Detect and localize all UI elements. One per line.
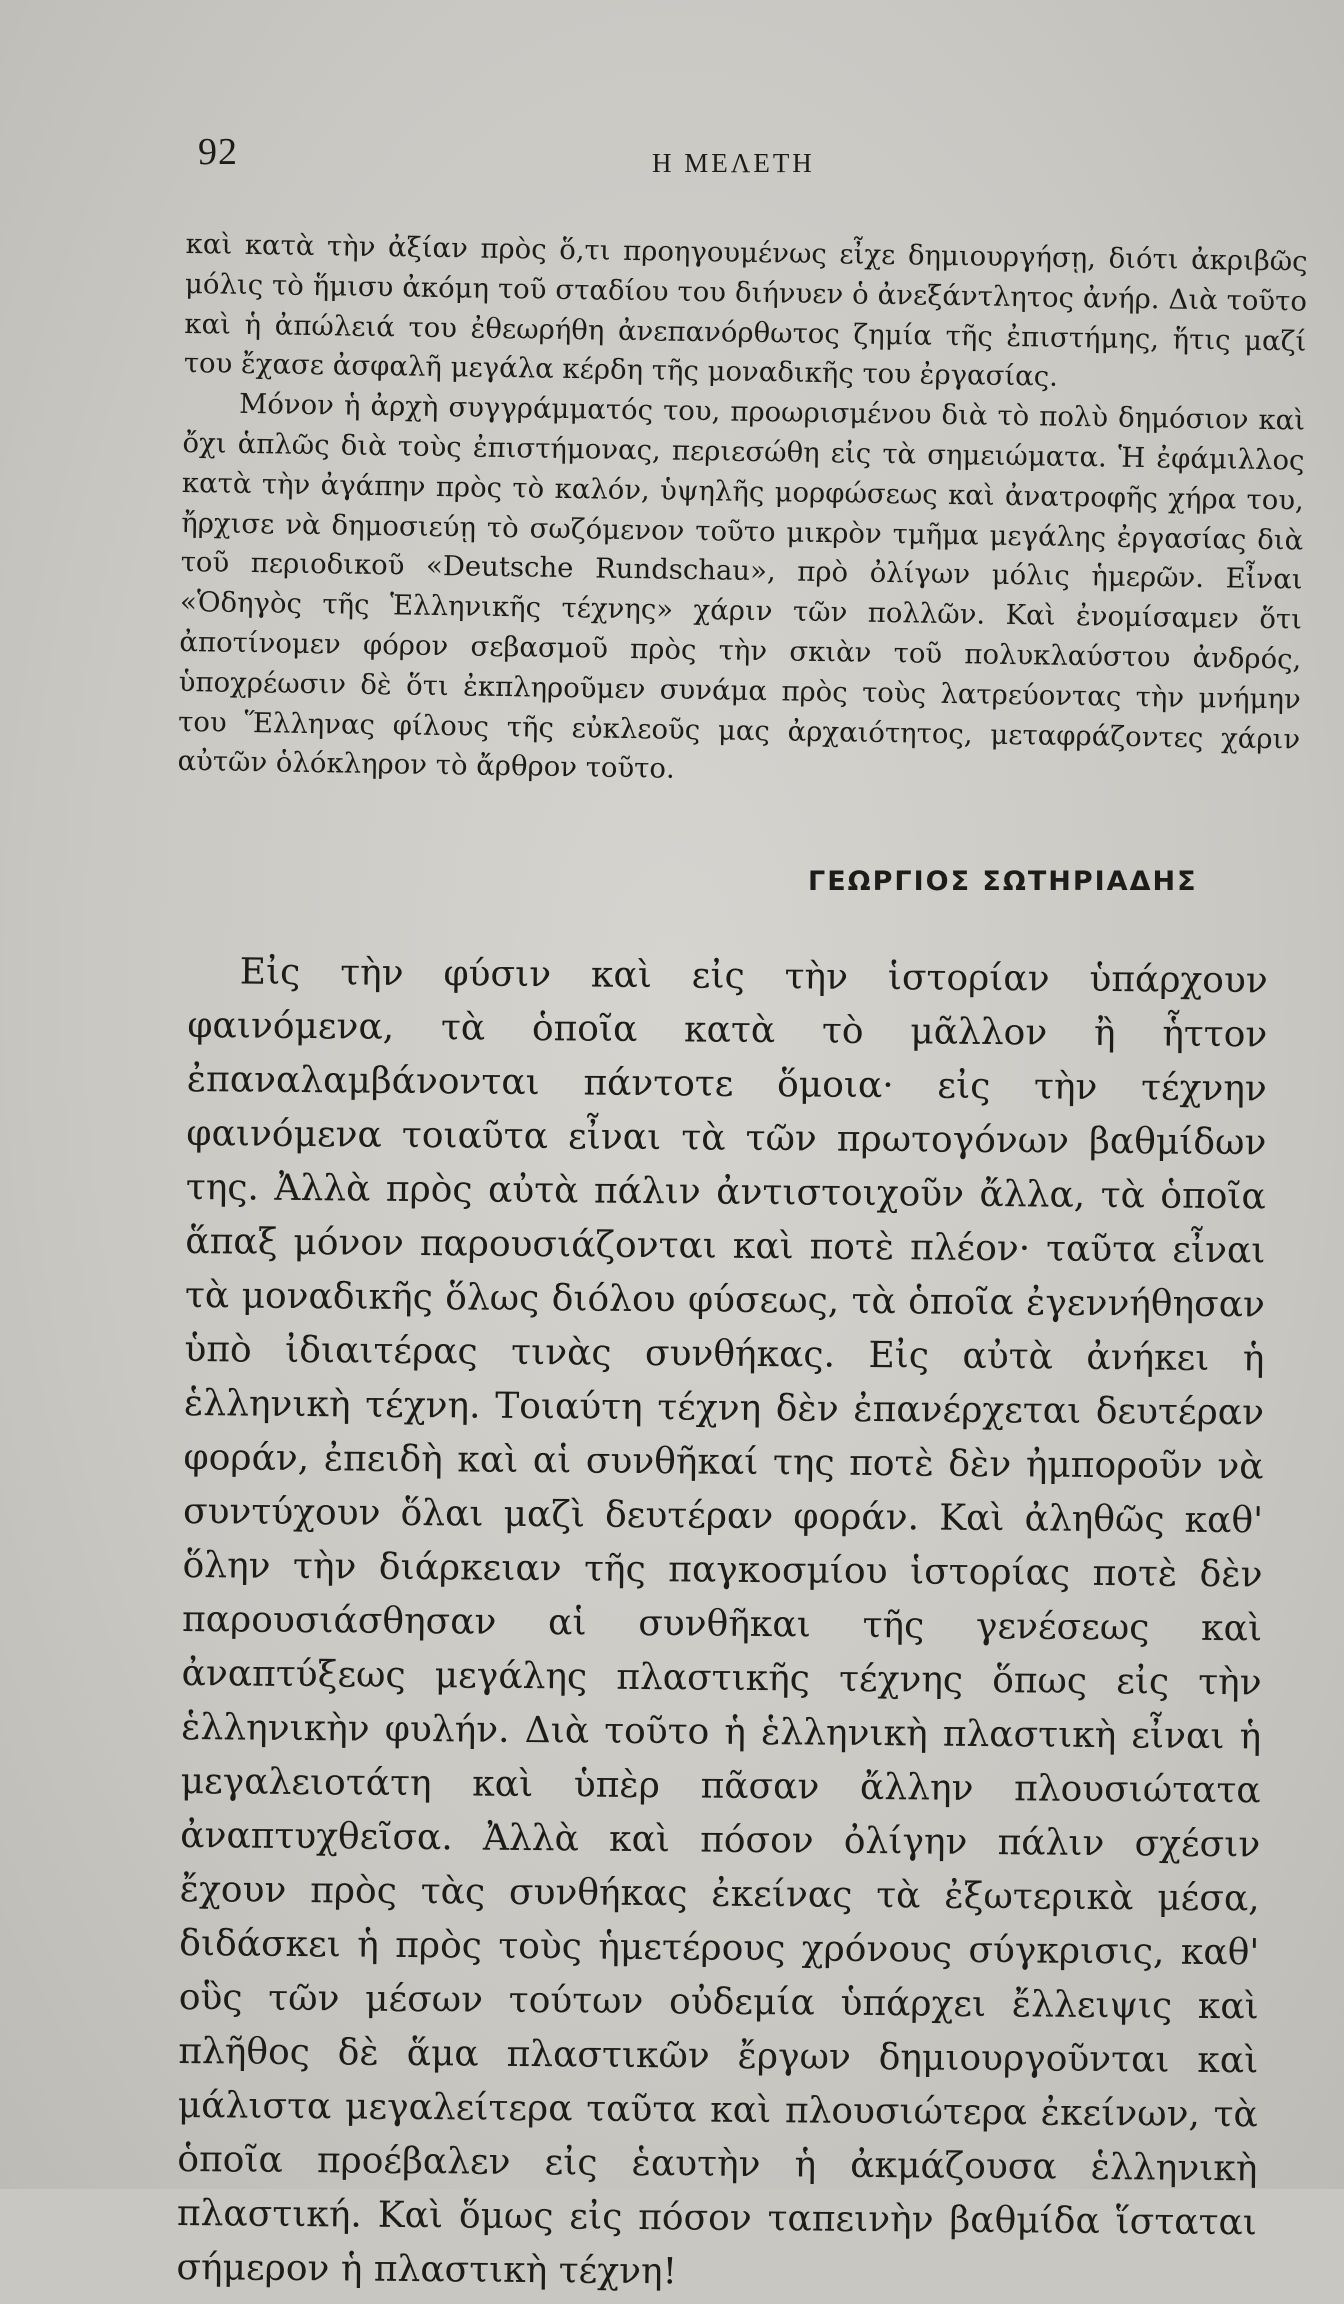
page-number: 92 [198,131,238,173]
author-signature: ΓΕΩΡΓΙΟΣ ΣΩΤΗΡΙΑΔΗΣ [808,866,1198,897]
footnote-paragraph: καὶ κατὰ τὴν ἀξίαν πρὸς ὅ,τι προηγουμένως εἶχε δημιουργήσῃ, διότι ἀκριβῶς μόλις τὸ ἥμισυ ἀκόμη τοῦ σταδίου του διήνυεν ὁ ἀνεξάντλητος ἀνήρ. Διὰ τοῦτο καὶ ἡ ἀπώλειά του ἐθεωρήθη ἀνεπανόρθωτος ζημία τῆς ἐπιστήμης, ἥτις μαζί του ἔχασε ἀσφαλῆ μεγάλα κέρδη τῆς μοναδικῆς του ἐργασίας. [183,227,1308,394]
body-paragraph: Εἰς τὴν φύσιν καὶ εἰς τὴν ἱστορίαν ὑπάρχουν φαινόμενα, τὰ ὁποῖα κατὰ τὸ μᾶλλον ἢ ἧττον ἐπαναλαμβάνονται πάντοτε ὅμοια· εἰς τὴν τέχνην φαινόμενα τοιαῦτα εἶναι τὰ τῶν πρωτογόνων βαθμίδων της. Ἀλλὰ πρὸς αὐτὰ πάλιν ἀντιστοιχοῦν ἄλλα, τὰ ὁποῖα ἅπαξ μόνον παρουσιάζονται καὶ ποτὲ πλέον· ταῦτα εἶναι τὰ μοναδικῆς ὅλως διόλου φύσεως, τὰ ὁποῖα ἐγεννήθησαν ὑπὸ ἰδιαιτέρας τινὰς συνθήκας. Εἰς αὐτὰ ἀνήκει ἡ ἑλληνικὴ τέχνη. Τοιαύτη τέχνη δὲν ἐπανέρχεται δευτέραν φοράν, ἐπειδὴ καὶ αἱ συνθῆκαί της ποτὲ δὲν ἠμποροῦν νὰ συντύχουν ὅλαι μαζὶ δευτέραν φοράν. Καὶ ἀληθῶς καθ' ὅλην τὴν διάρκειαν τῆς παγκοσμίου ἱστορίας ποτὲ δὲν παρουσιάσθησαν αἱ συνθῆκαι τῆς γενέσεως καὶ ἀναπτύξεως μεγάλης πλαστικῆς τέχνης ὅπως εἰς τὴν ἑλληνικὴν φυλήν. Διὰ τοῦτο ἡ ἑλληνικὴ πλαστικὴ εἶναι ἡ μεγαλειοτάτη καὶ ὑπὲρ πᾶσαν ἄλλην πλουσιώτατα ἀναπτυχθεῖσα. Ἀλλὰ καὶ πόσον ὀλίγην πάλιν σχέσιν ἔχουν πρὸς τὰς συνθήκας ἐκείνας τὰ ἐξωτερικὰ μέσα, διδάσκει ἡ πρὸς τοὺς ἡμετέρους χρόνους σύγκρισις, καθ' οὓς τῶν μέσων τούτων οὐδεμία ὑπάρχει ἔλλειψις καὶ πλῆθος δὲ ἅμα πλαστικῶν ἔργων δημιουργοῦνται καὶ μάλιστα μεγαλείτερα ταῦτα καὶ πλουσιώτερα ἐκείνων, τὰ ὁποῖα προέβαλεν εἰς ἑαυτὴν ἡ ἀκμάζουσα ἑλληνικὴ πλαστική. Καὶ ὅμως εἰς πόσον ταπεινὴν βαθμίδα ἵσταται σήμερον ἡ πλαστικὴ τέχνη! [176,951,1268,2293]
main-body [176,945,1268,2304]
running-head: Η ΜΕΛΕΤΗ [652,148,815,178]
footnote-block [177,225,1308,800]
page-header [0,130,1344,190]
footnote-paragraph: Μόνον ἡ ἀρχὴ συγγράμματός του, προωρισμένου διὰ τὸ πολὺ δημόσιον καὶ ὄχι ἁπλῶς διὰ τοὺς ἐπιστήμονας, περιεσώθη εἰς τὰ σημειώματα. Ἡ ἐφάμιλλος κατὰ τὴν ἀγάπην πρὸς τὸ καλόν, ὑψηλῆς μορφώσεως καὶ ἀνατροφῆς χήρα του, ἤρχισε νὰ δημοσιεύῃ τὸ σωζόμενον τοῦτο μικρὸν τμῆμα μεγάλης ἐργασίας διὰ τοῦ περιοδικοῦ «Deutsche Rundschau», πρὸ ὀλίγων μόλις ἡμερῶν. Εἶναι «Ὁδηγὸς τῆς Ἑλληνικῆς τέχνης» χάριν τῶν πολλῶν. Καὶ ἐνομίσαμεν ὅτι ἀποτίνομεν φόρον σεβασμοῦ πρὸς τὴν σκιὰν τοῦ πολυκλαύστου ἀνδρός, ὑποχρέωσιν δὲ ὅτι ἐκπληροῦμεν συνάμα πρὸς τοὺς λατρεύοντας τὴν μνήμην του Ἕλληνας φίλους τῆς εὐκλεοῦς μας ἀρχαιότητος, μεταφράζοντες χάριν αὐτῶν ὁλόκληρον τὸ ἄρθρον τοῦτο. [177,388,1306,786]
